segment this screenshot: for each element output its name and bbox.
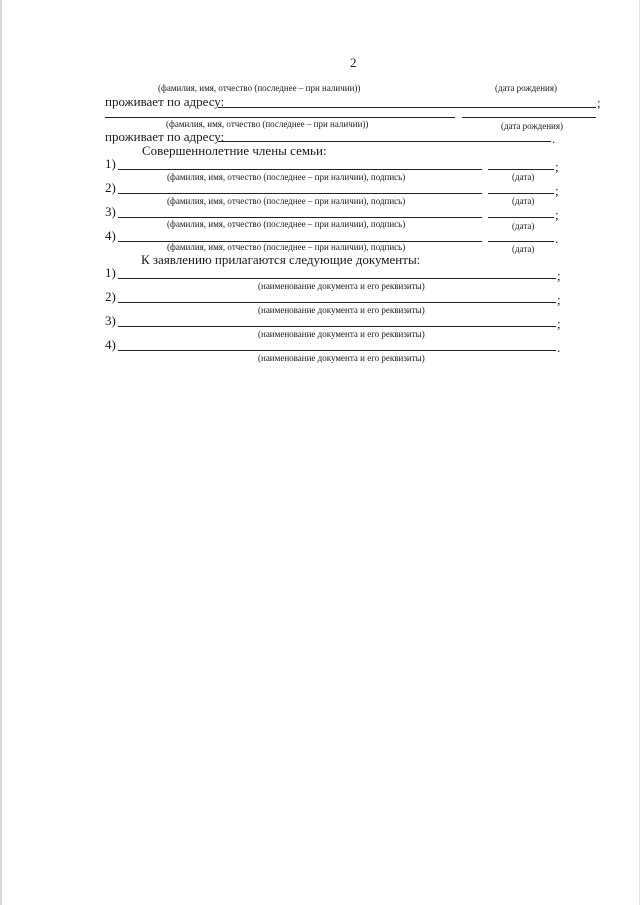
fio-caption: (фамилия, имя, отчество (последнее – при наличии)) [166, 119, 369, 129]
row-number: 2) [105, 180, 116, 195]
row-number: 2) [105, 289, 116, 304]
row-number: 1) [105, 265, 116, 280]
date-caption: (дата) [512, 172, 535, 182]
page-number: 2 [350, 55, 357, 70]
section-heading-adults: Совершеннолетние члены семьи: [142, 143, 327, 158]
member-name-field [118, 193, 482, 194]
member-name-field [118, 217, 482, 218]
row-number: 3) [105, 204, 116, 219]
address-label: проживает по адресу: [105, 129, 225, 144]
document-caption: (наименование документа и его реквизиты) [258, 305, 425, 315]
member-date-field [488, 241, 554, 242]
date-caption: (дата) [512, 196, 535, 206]
row-number: 4) [105, 337, 116, 352]
line-end-mark: ; [555, 183, 559, 198]
line-end-mark: ; [557, 292, 561, 307]
document-caption: (наименование документа и его реквизиты) [258, 281, 425, 291]
row-number: 1) [105, 156, 116, 171]
fio-caption: (фамилия, имя, отчество (последнее – при наличии)) [158, 83, 361, 93]
line-end-mark: ; [597, 95, 601, 110]
member-caption: (фамилия, имя, отчество (последнее – при наличии), подпись) [167, 196, 406, 206]
member-date-field [488, 169, 554, 170]
line-end-mark: ; [557, 268, 561, 283]
member-date-field [488, 217, 554, 218]
line-end-mark: ; [555, 159, 559, 174]
fio-field [105, 117, 455, 118]
dob-caption: (дата рождения) [501, 121, 563, 131]
date-caption: (дата) [512, 244, 535, 254]
dob-caption: (дата рождения) [495, 83, 557, 93]
date-caption: (дата) [512, 221, 535, 231]
member-caption: (фамилия, имя, отчество (последнее – при наличии), подпись) [167, 219, 406, 229]
address-field [218, 107, 596, 108]
member-caption: (фамилия, имя, отчество (последнее – при наличии), подпись) [167, 242, 406, 252]
line-end-mark: . [557, 340, 561, 355]
document-field [118, 350, 556, 351]
line-end-mark: ; [555, 207, 559, 222]
row-number: 3) [105, 313, 116, 328]
dob-field [462, 117, 596, 118]
section-heading-documents: К заявлению прилагаются следующие документы: [141, 252, 421, 267]
page-edge-shadow [0, 0, 2, 905]
document-caption: (наименование документа и его реквизиты) [258, 329, 425, 339]
document-field [118, 302, 556, 303]
line-end-mark: . [555, 231, 559, 246]
document-field [118, 326, 556, 327]
row-number: 4) [105, 228, 116, 243]
document-caption: (наименование документа и его реквизиты) [258, 353, 425, 363]
document-field [118, 278, 556, 279]
line-end-mark: ; [557, 316, 561, 331]
line-end-mark: . [552, 131, 556, 146]
member-date-field [488, 193, 554, 194]
address-label: проживает по адресу: [105, 94, 225, 109]
member-caption: (фамилия, имя, отчество (последнее – при наличии), подпись) [167, 172, 406, 182]
address-field [218, 141, 551, 142]
member-name-field [118, 169, 482, 170]
